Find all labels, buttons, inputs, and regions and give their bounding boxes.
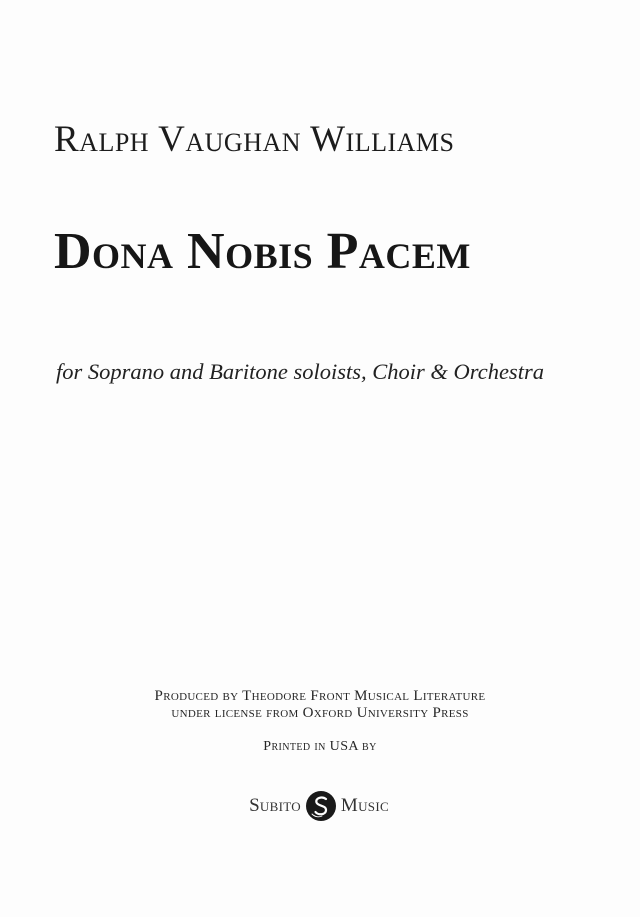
printed-in-line: Printed in USA by: [263, 739, 377, 754]
work-title: Dona Nobis Pacem: [54, 223, 471, 280]
publisher-credits: [0, 688, 640, 722]
logo-left-text: Subito: [249, 795, 301, 816]
credits-line-license: under license from Oxford University Press: [171, 705, 469, 721]
logo-right-text: Music: [340, 795, 389, 816]
instrumentation-subtitle: for Soprano and Baritone soloists, Choir & Orchestra: [56, 359, 544, 384]
subito-music-logo: [229, 786, 409, 826]
composer-name: Ralph Vaughan Williams: [54, 119, 455, 160]
subito-s-emblem-icon: [305, 790, 337, 822]
credits-line-producer: Produced by Theodore Front Musical Literature: [154, 688, 486, 704]
